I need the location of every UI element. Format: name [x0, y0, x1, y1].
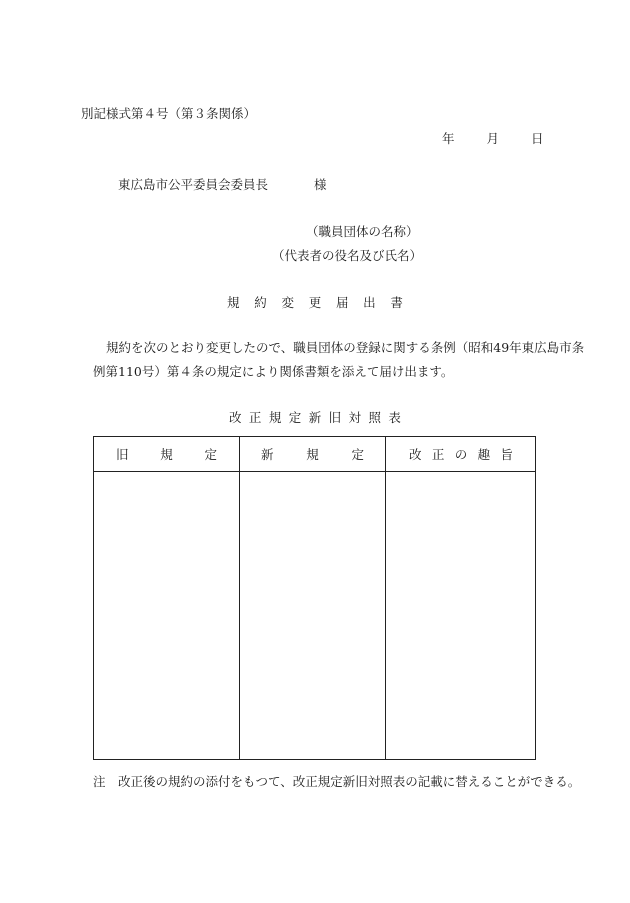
caption-char: 照 [368, 410, 381, 425]
form-label: 別記様式第４号（第３条関係） [81, 106, 257, 121]
caption-char: 規 [268, 410, 282, 425]
date-month: 月 [486, 131, 499, 146]
header-new-rules: 新 規 定 [261, 447, 364, 462]
addressee-honorific: 様 [314, 177, 327, 192]
date-year: 年 [442, 131, 455, 146]
title-char: 規 [227, 295, 240, 310]
body-text-line-2: 例第110号）第４条の規定により関係書類を添えて届け出ます。 [93, 364, 454, 379]
header-old-rules: 旧 規 定 [116, 447, 217, 462]
title-char: 届 [335, 295, 349, 310]
caption-char: 改 [229, 410, 242, 425]
title-char: 変 [281, 295, 294, 310]
title-char: 書 [390, 295, 403, 310]
footnote: 注 改正後の規約の添付をもつて、改正規定新旧対照表の記載に替えることができる。 [93, 774, 581, 789]
caption-char: 正 [248, 410, 262, 425]
title-char: 出 [363, 295, 376, 310]
header-divider [94, 471, 535, 472]
title-char: 約 [254, 295, 267, 310]
title-char: 更 [308, 295, 322, 310]
date-day: 日 [530, 131, 544, 146]
caption-char: 新 [308, 410, 322, 425]
header-purpose: 改 正 の 趣 旨 [409, 447, 513, 462]
caption-char: 定 [288, 410, 302, 425]
column-old-divider [94, 437, 240, 759]
table-caption [229, 410, 401, 426]
representative-label: （代表者の役名及び氏名） [272, 248, 423, 263]
column-new-divider [239, 437, 386, 759]
organization-label: （職員団体の名称） [306, 224, 419, 239]
body-text-line-1: 規約を次のとおり変更したので、職員団体の登録に関する条例（昭和49年東広島市条 [106, 340, 585, 355]
caption-char: 表 [388, 410, 401, 425]
addressee-name: 東広島市公平委員会委員長 [118, 177, 269, 192]
caption-char: 旧 [328, 410, 342, 425]
document-title [227, 295, 403, 311]
caption-char: 対 [348, 410, 362, 425]
comparison-table [93, 436, 536, 760]
date-line [442, 131, 543, 147]
